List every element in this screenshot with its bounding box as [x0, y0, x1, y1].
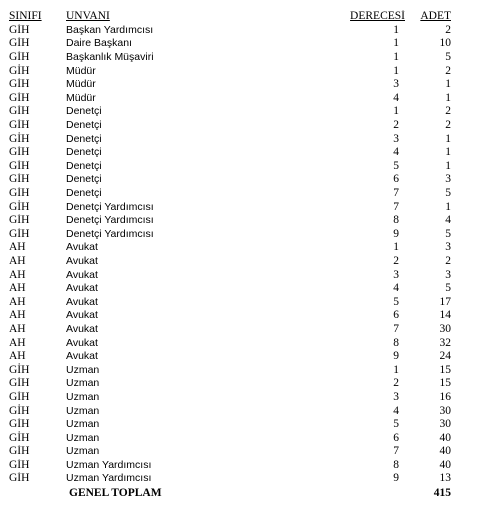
header-sinifi: SINIFI: [9, 10, 42, 23]
cell-sinif: AH: [9, 241, 26, 254]
cell-sinif: GİH: [9, 146, 30, 159]
cell-adet: 1: [445, 159, 451, 172]
table-row: [9, 200, 471, 214]
cell-derece: 5: [393, 159, 399, 172]
table-row: [9, 459, 471, 473]
cell-sinif: AH: [9, 282, 26, 295]
table-row: [9, 309, 471, 323]
table-row: [9, 377, 471, 391]
cell-derece: 7: [393, 322, 399, 335]
cell-derece: 8: [393, 458, 399, 471]
staff-table: [9, 10, 471, 502]
table-row: [9, 37, 471, 51]
table-body: [9, 24, 471, 486]
cell-adet: 40: [439, 445, 451, 458]
cell-derece: 7: [393, 200, 399, 213]
cell-derece: 2: [393, 119, 399, 132]
cell-derece: 1: [393, 23, 399, 36]
cell-sinif: AH: [9, 350, 26, 363]
cell-sinif: GİH: [9, 119, 30, 132]
table-row: [9, 64, 471, 78]
cell-adet: 17: [439, 295, 451, 308]
cell-adet: 3: [445, 241, 451, 254]
cell-adet: 16: [439, 390, 451, 403]
cell-sinif: GİH: [9, 23, 30, 36]
cell-unvan: Müdür: [66, 64, 96, 77]
cell-unvan: Denetçi: [66, 132, 102, 145]
cell-sinif: GİH: [9, 363, 30, 376]
cell-unvan: Avukat: [66, 295, 98, 308]
cell-derece: 2: [393, 377, 399, 390]
cell-sinif: GİH: [9, 214, 30, 227]
cell-adet: 13: [439, 472, 451, 485]
cell-derece: 1: [393, 105, 399, 118]
cell-derece: 1: [393, 241, 399, 254]
cell-unvan: Avukat: [66, 350, 98, 363]
cell-adet: 30: [439, 418, 451, 431]
cell-derece: 7: [393, 187, 399, 200]
cell-derece: 1: [393, 37, 399, 50]
cell-sinif: GİH: [9, 51, 30, 64]
cell-unvan: Uzman Yardımcısı: [66, 472, 152, 485]
cell-derece: 3: [393, 78, 399, 91]
cell-unvan: Avukat: [66, 322, 98, 335]
cell-sinif: GİH: [9, 458, 30, 471]
cell-adet: 5: [445, 51, 451, 64]
cell-adet: 10: [439, 37, 451, 50]
total-value: 415: [433, 487, 451, 500]
cell-derece: 4: [393, 282, 399, 295]
cell-sinif: GİH: [9, 200, 30, 213]
cell-sinif: GİH: [9, 91, 30, 104]
table-row: [9, 418, 471, 432]
cell-derece: 9: [393, 350, 399, 363]
cell-adet: 32: [439, 336, 451, 349]
cell-derece: 5: [393, 418, 399, 431]
cell-unvan: Uzman: [66, 445, 100, 458]
cell-adet: 1: [445, 146, 451, 159]
cell-sinif: GİH: [9, 159, 30, 172]
cell-sinif: GİH: [9, 227, 30, 240]
cell-sinif: GİH: [9, 105, 30, 118]
cell-derece: 7: [393, 445, 399, 458]
cell-adet: 1: [445, 200, 451, 213]
cell-adet: 3: [445, 268, 451, 281]
cell-sinif: GİH: [9, 404, 30, 417]
cell-sinif: AH: [9, 322, 26, 335]
cell-sinif: GİH: [9, 472, 30, 485]
cell-sinif: AH: [9, 254, 26, 267]
cell-sinif: GİH: [9, 64, 30, 77]
cell-adet: 5: [445, 282, 451, 295]
table-row: [9, 92, 471, 106]
cell-sinif: AH: [9, 268, 26, 281]
cell-derece: 4: [393, 91, 399, 104]
cell-sinif: GİH: [9, 431, 30, 444]
cell-sinif: GİH: [9, 37, 30, 50]
cell-adet: 2: [445, 23, 451, 36]
cell-adet: 5: [445, 187, 451, 200]
cell-adet: 30: [439, 404, 451, 417]
cell-derece: 4: [393, 404, 399, 417]
cell-unvan: Denetçi: [66, 119, 102, 132]
cell-derece: 9: [393, 227, 399, 240]
table-row: [9, 51, 471, 65]
table-row: [9, 363, 471, 377]
cell-derece: 9: [393, 472, 399, 485]
table-row: [9, 323, 471, 337]
cell-derece: 3: [393, 268, 399, 281]
cell-unvan: Denetçi: [66, 187, 102, 200]
cell-adet: 4: [445, 214, 451, 227]
table-row: [9, 431, 471, 445]
cell-unvan: Denetçi Yardımcısı: [66, 227, 154, 240]
cell-adet: 1: [445, 91, 451, 104]
table-row: [9, 404, 471, 418]
cell-derece: 2: [393, 254, 399, 267]
header-adet: ADET: [420, 10, 451, 23]
cell-unvan: Avukat: [66, 336, 98, 349]
table-row: [9, 132, 471, 146]
cell-unvan: Denetçi: [66, 146, 102, 159]
cell-derece: 1: [393, 363, 399, 376]
cell-unvan: Uzman: [66, 363, 100, 376]
cell-derece: 6: [393, 309, 399, 322]
cell-sinif: AH: [9, 309, 26, 322]
total-label: GENEL TOPLAM: [69, 487, 162, 500]
total-row: [9, 486, 471, 502]
cell-unvan: Denetçi Yardımcısı: [66, 214, 154, 227]
table-row: [9, 228, 471, 242]
cell-unvan: Müdür: [66, 78, 96, 91]
cell-derece: 5: [393, 295, 399, 308]
cell-unvan: Başkanlık Müşaviri: [66, 51, 154, 64]
cell-sinif: AH: [9, 336, 26, 349]
table-row: [9, 119, 471, 133]
table-row: [9, 105, 471, 119]
cell-unvan: Avukat: [66, 282, 98, 295]
cell-adet: 1: [445, 132, 451, 145]
cell-derece: 1: [393, 64, 399, 77]
cell-sinif: GİH: [9, 187, 30, 200]
cell-derece: 6: [393, 173, 399, 186]
cell-unvan: Uzman: [66, 377, 100, 390]
cell-sinif: GİH: [9, 132, 30, 145]
cell-derece: 8: [393, 214, 399, 227]
cell-sinif: GİH: [9, 445, 30, 458]
table-row: [9, 336, 471, 350]
cell-unvan: Uzman: [66, 404, 100, 417]
cell-unvan: Avukat: [66, 254, 98, 267]
cell-derece: 1: [393, 51, 399, 64]
table-row: [9, 445, 471, 459]
cell-adet: 40: [439, 431, 451, 444]
cell-unvan: Uzman: [66, 390, 100, 403]
header-derecesi: DERECESİ: [350, 10, 405, 23]
table-row: [9, 146, 471, 160]
cell-unvan: Denetçi: [66, 105, 102, 118]
cell-derece: 8: [393, 336, 399, 349]
table-row: [9, 78, 471, 92]
cell-unvan: Denetçi Yardımcısı: [66, 200, 154, 213]
cell-sinif: GİH: [9, 377, 30, 390]
cell-adet: 1: [445, 78, 451, 91]
table-row: [9, 24, 471, 38]
cell-sinif: GİH: [9, 390, 30, 403]
table-row: [9, 160, 471, 174]
cell-unvan: Daire Başkanı: [66, 37, 132, 50]
cell-adet: 3: [445, 173, 451, 186]
header-unvani: UNVANI: [66, 10, 110, 23]
cell-derece: 3: [393, 132, 399, 145]
table-row: [9, 350, 471, 364]
cell-unvan: Müdür: [66, 91, 96, 104]
cell-derece: 3: [393, 390, 399, 403]
cell-unvan: Uzman Yardımcısı: [66, 458, 152, 471]
table-row: [9, 255, 471, 269]
cell-adet: 15: [439, 377, 451, 390]
cell-sinif: AH: [9, 295, 26, 308]
cell-unvan: Denetçi: [66, 173, 102, 186]
table-row: [9, 241, 471, 255]
table-row: [9, 173, 471, 187]
table-row: [9, 472, 471, 486]
cell-adet: 30: [439, 322, 451, 335]
table-row: [9, 282, 471, 296]
table-row: [9, 187, 471, 201]
cell-adet: 14: [439, 309, 451, 322]
table-row: [9, 268, 471, 282]
cell-adet: 2: [445, 105, 451, 118]
cell-adet: 2: [445, 254, 451, 267]
cell-adet: 5: [445, 227, 451, 240]
table-header-row: [9, 10, 471, 24]
cell-unvan: Denetçi: [66, 159, 102, 172]
cell-adet: 2: [445, 64, 451, 77]
cell-unvan: Uzman: [66, 431, 100, 444]
cell-unvan: Başkan Yardımcısı: [66, 23, 154, 36]
cell-adet: 24: [439, 350, 451, 363]
cell-unvan: Avukat: [66, 309, 98, 322]
cell-sinif: GİH: [9, 418, 30, 431]
cell-adet: 40: [439, 458, 451, 471]
cell-unvan: Avukat: [66, 241, 98, 254]
table-row: [9, 295, 471, 309]
cell-unvan: Uzman: [66, 418, 100, 431]
cell-sinif: GİH: [9, 173, 30, 186]
table-row: [9, 214, 471, 228]
table-row: [9, 391, 471, 405]
cell-adet: 2: [445, 119, 451, 132]
cell-sinif: GİH: [9, 78, 30, 91]
cell-unvan: Avukat: [66, 268, 98, 281]
cell-derece: 4: [393, 146, 399, 159]
cell-derece: 6: [393, 431, 399, 444]
cell-adet: 15: [439, 363, 451, 376]
